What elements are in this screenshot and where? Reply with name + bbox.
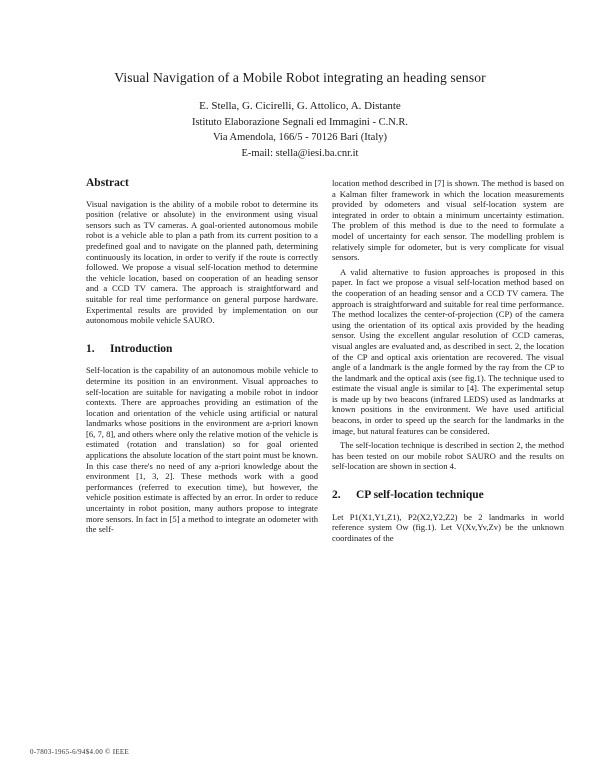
author-block (0, 99, 600, 161)
section-1-text: Self-location is the capability of an autonomous mobile vehicle to determine its position in an environment. Visual approaches to self-location are suitable for navigating a mobile robot in indoor contexts. There are approaches providing an estimation of the location and orientation of the vehicle using artificial or natural landmarks whose positions in the environment are a-priori known [6, 7, 8], and others where only the relative motion of the vehicle is estimated (rotation and translation) so for goal oriented applications the absolute location of the start point must be known. In this case there's no need of any a-priori knowledge about the environment [1, 3, 2]. These methods work with a good performances (referred to execution time), but however, the vehicle position estimate is affected by an error. In order to reduce uncertainty in robot position, many authors propose to integrate more sensors. In fact in [5] a method to integrate an odometer with the self- (86, 365, 318, 535)
section-1-title: Introduction (110, 342, 173, 355)
abstract-text: Visual navigation is the ability of a mobile robot to determine its position (relative or absolute) in the environment using visual sensors such as TV cameras. A goal-oriented autonomous mobile robot is a vehicle able to plan a path from its current position to a predefined goal and to navigate on the planned path, determining continuously its location, in order to verify if the route is correctly followed. We propose a visual self-location method to determine the vehicle location, based on cooperation of an heading sensor and a CCD TV camera. The approach is straightforward and suitable for real time performance on general purpose hardware. Experimental results are provided by implementation on our autonomous mobile vehicle SAURO. (86, 198, 318, 326)
abstract-heading: Abstract (86, 177, 129, 189)
address: Via Amendola, 166/5 - 70126 Bari (Italy) (212, 132, 388, 143)
affiliation: Istituto Elaborazione Segnali ed Immagini - C.N.R. (191, 116, 409, 128)
left-column (86, 178, 318, 535)
right-paragraph-3: The self-location technique is described in section 2, the method has been tested on our mobile robot SAURO and the results on self-location are shown in section 4. (332, 440, 564, 472)
section-2-title: CP self-location technique (356, 489, 484, 502)
right-paragraph-2: A valid alternative to fusion approaches is proposed in this paper. In fact we propose a visual self-location method based on the cooperation of an heading sensor and a CCD TV camera. The approach is straightforward and suitable for real time performance. The method localizes the center-of-projection (CP) of the camera using the orientation of its optical axis provided by the heading sensor. Using the excellent angular resolution of CCD cameras, visual angles are evaluated and, as described in sect. 2, the location of the CP and optical axis orientation are recovered. The visual angle of a landmark is the angle formed by the ray from the CP to the landmark and the optical axis (see fig.1). The technique used to estimate the visual angle is similar to [4]. The experimental setup is made up by two beacons (infrared LEDS) used as landmarks at known positions in the environment. We have used artificial beacons, in order to speed up the search for the landmarks in the image, but natural features can be considered. (332, 266, 564, 436)
section-1-number: 1. (86, 342, 95, 355)
paper-title: Visual Navigation of a Mobile Robot integrating an heading sensor (114, 70, 486, 85)
authors: E. Stella, G. Cicirelli, G. Attolico, A. Distante (199, 100, 401, 112)
section-1-heading (86, 344, 318, 355)
right-column (332, 178, 564, 543)
section-2-text: Let P1(X1,Y1,Z1), P2(X2,Y2,Z2) be 2 landmarks in world reference system Ow (fig.1). Let V(Xv,Yv,Zv) be the unknown coordinates of the (332, 511, 564, 543)
section-2-heading (332, 490, 564, 501)
section-2-number: 2. (332, 489, 341, 502)
email: E-mail: stella@iesi.ba.cnr.it (241, 147, 359, 159)
copyright-footer: 0-7803-1965-6/94$4.00 © IEEE (30, 748, 130, 756)
right-paragraph-1: location method described in [7] is shown. The method is based on a Kalman filter framework in which the location measurements provided by odometers and visual self-location system are integrated in order to obtain a minimum uncertainty estimation. The problem of this method is due to the need to formulate a model of uncertainty for each sensor. The modelling problem is relatively simple for odometer, but is very complicate for visual sensors. (332, 178, 564, 263)
